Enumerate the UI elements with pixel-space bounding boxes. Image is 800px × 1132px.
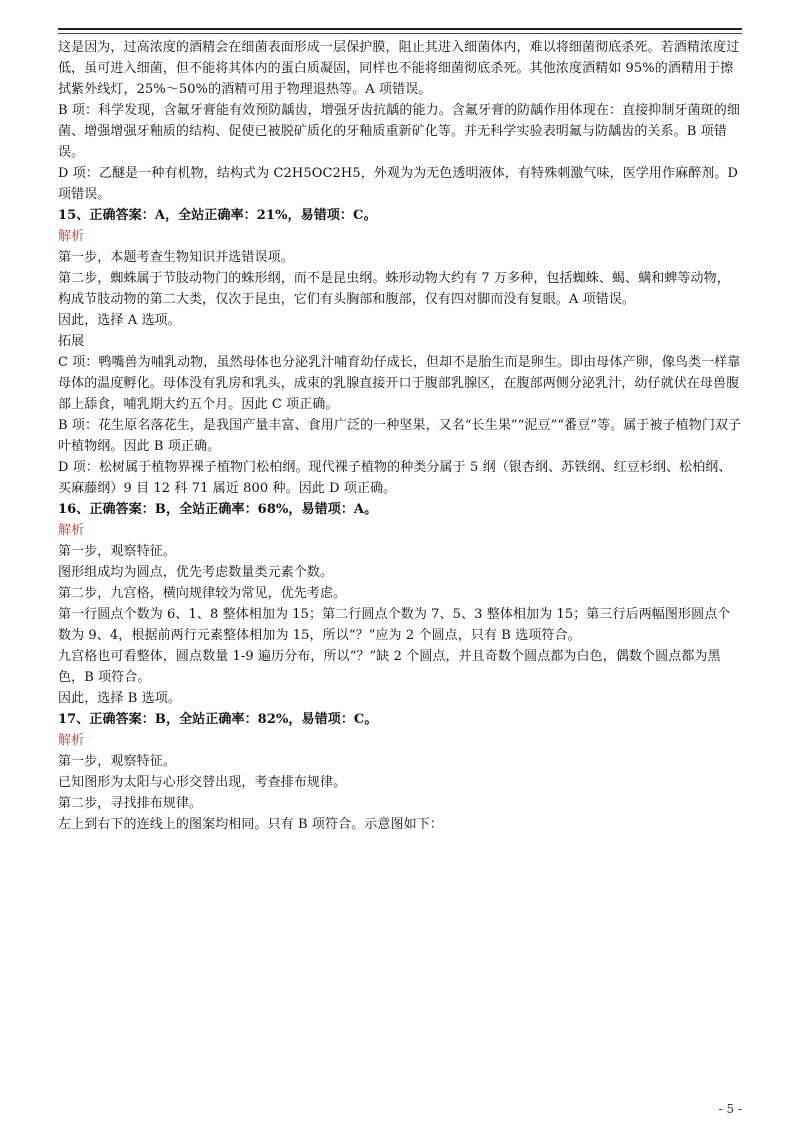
paragraph: 第一步，观察特征。 [58,544,176,559]
page-content [58,37,742,835]
analysis-label: 解析 [58,523,85,538]
answer-heading-17: 17、正确答案：B，全站正确率：82%，易错项：C。 [58,712,378,727]
paragraph: B 项：花生原名落花生，是我国产量丰富、食用广泛的一种坚果，又名“长生果”“泥豆”“番豆”等。属于被子植物门双子叶植物纲。因此 B 项正确。 [58,418,742,454]
paragraph: 第二步，寻找排布规律。 [58,796,203,811]
paragraph: 因此，选择 A 选项。 [58,313,181,328]
paragraph: D 项：乙醚是一种有机物，结构式为 C2H5OC2H5，外观为为无色透明液体，有特殊刺激气味，医学用作麻醉剂。D 项错误。 [58,166,739,202]
page-number: - 5 - [718,1102,742,1116]
analysis-label: 解析 [58,229,85,244]
answer-heading-15: 15、正确答案：A，全站正确率：21%，易错项：C。 [58,208,377,223]
paragraph: 九宫格也可看整体，圆点数量 1-9 遍历分布，所以“？”缺 2 个圆点，并且奇数个圆点都为白色，偶数个圆点都为黑色，B 项符合。 [58,649,721,685]
paragraph: 第一步，观察特征。 [58,754,176,769]
paragraph: C 项：鸭嘴兽为哺乳动物，虽然母体也分泌乳汁哺育幼仔成长，但却不是胎生而是卵生。即由母体产卵，像鸟类一样靠母体的温度孵化。母体没有乳房和乳头，成束的乳腺直接开口于腹部乳腺区，在腹部两侧分泌乳汁，幼仔就伏在母兽腹部上舔食，哺乳期大约五个月。因此 C 项正确。 [58,355,741,412]
paragraph: 第一行圆点个数为 6、1、8 整体相加为 15；第二行圆点个数为 7、5、3 整体相加为 15；第三行后两幅图形圆点个数为 9、4，根据前两行元素整体相加为 15，所以“？”应为 2 个圆点，只有 B 选项符合。 [58,607,731,643]
paragraph: B 项：科学发现，含氟牙膏能有效预防龋齿，增强牙齿抗龋的能力。含氟牙膏的防龋作用体现在：直接抑制牙菌斑的细菌、增强增强牙釉质的结构、促使已被脱矿质化的牙釉质重新矿化等。并无科学实验表明氟与防龋齿的关系。B 项错误。 [58,103,740,160]
paragraph: 左上到右下的连线上的图案均相同。只有 B 项符合。示意图如下： [58,817,443,832]
paragraph: 这是因为，过高浓度的酒精会在细菌表面形成一层保护膜，阻止其进入细菌体内，难以将细菌彻底杀死。若酒精浓度过低，虽可进入细菌，但不能将其体内的蛋白质凝固，同样也不能将细菌彻底杀死。其他浓度酒精如 95%的酒精用于擦拭紫外线灯，25%～50%的酒精可用于物理退热等。A 项错误。 [58,40,740,97]
header-rule-thin [58,33,742,34]
paragraph: 第二步，九宫格，横向规律较为常见，优先考虑。 [58,586,347,601]
paragraph: 已知图形为太阳与心形交替出现，考查排布规律。 [58,775,347,790]
header-rule-thick [58,28,742,30]
paragraph: 第一步，本题考查生物知识并选错误项。 [58,250,294,265]
paragraph: 因此，选择 B 选项。 [58,691,181,706]
analysis-label: 解析 [58,733,85,748]
paragraph: 第二步，蜘蛛属于节肢动物门的蛛形纲，而不是昆虫纲。蛛形动物大约有 7 万多种，包括蜘蛛、蝎、螨和蜱等动物，构成节肢动物的第二大类，仅次于昆虫，它们有头胸部和腹部，仅有四对脚而没有复眼。A 项错误。 [58,271,730,307]
paragraph: 图形组成均为圆点，优先考虑数量类元素个数。 [58,565,334,580]
answer-heading-16: 16、正确答案：B，全站正确率：68%，易错项：A。 [58,502,378,517]
extension-label: 拓展 [58,334,85,349]
paragraph: D 项：松树属于植物界裸子植物门松柏纲。现代裸子植物的种类分属于 5 纲（银杏纲、苏铁纲、红豆杉纲、松柏纲、买麻藤纲）9 目 12 科 71 属近 800 种。因此 D 项正确。 [58,460,732,496]
